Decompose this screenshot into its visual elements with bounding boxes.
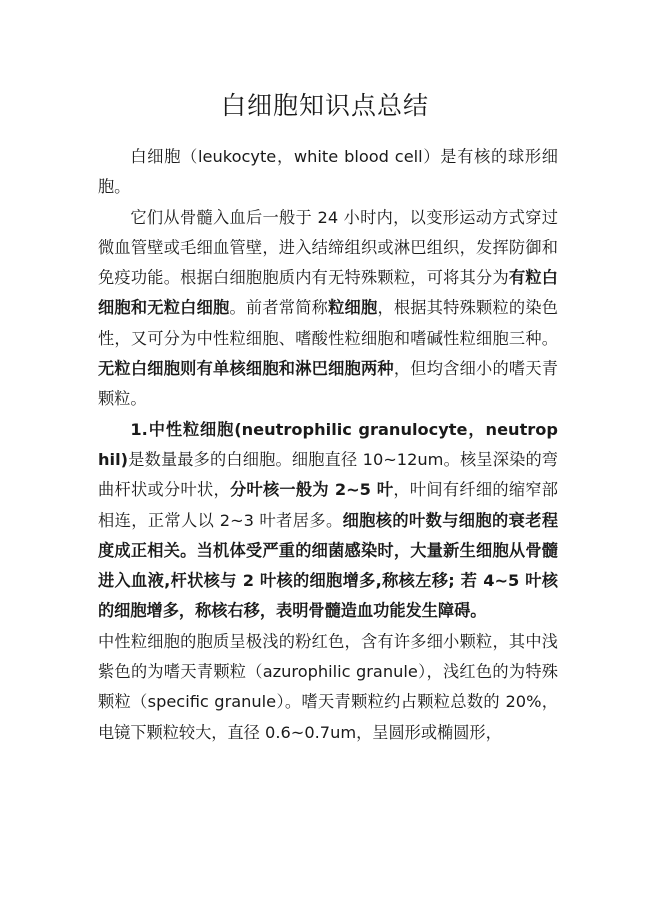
bold-run: 有粒白细胞和无粒白细胞: [98, 268, 558, 318]
paragraph-cytoplasm: 中性粒细胞的胞质呈极浅的粉红色，含有许多细小颗粒，其中浅紫色的为嗜天青颗粒（azurophilic granule），浅红色的为特殊颗粒（specific granule）。嗜天青颗粒约占颗粒总数的 20%，电镜下颗粒较大，直径 0.6~0.7um，呈圆形或椭圆形，: [98, 631, 558, 742]
text-run: ，但均含细小的嗜天青颗粒。: [98, 359, 558, 409]
text-run: 。前者常简称: [229, 298, 329, 318]
paragraph-intro: 白细胞（leukocyte，white blood cell）是有核的球形细胞。: [98, 147, 558, 197]
paragraph-neutrophil: [98, 415, 558, 627]
text-run: 它们从骨髓入血后一般于 24 小时内，以变形运动方式穿过微血管壁或毛细血管壁，进入结缔组织或淋巴组织，发挥防御和免疫功能。根据白细胞胞质内有无特殊颗粒，可将其分为: [98, 207, 558, 288]
bold-run: 细胞核的叶数与细胞的衰老程度成正相关。当机体受严重的细菌感染时，大量新生细胞从骨髓进入血液,杆状核与 2 叶核的细胞增多,称核左移; 若 4~5 叶核的细胞增多，称核右移，表明骨髓造血功能发生障碍。: [98, 510, 559, 621]
text-run: ，叶间有纤细的缩窄部相连，正常人以 2~3 叶者居多。: [98, 480, 558, 530]
document-body: [98, 142, 558, 748]
bold-run: 分叶核一般为 2~5 叶: [229, 480, 394, 500]
text-run: 是数量最多的白细胞。细胞直径 10~12um。核呈深染的弯曲杆状或分叶状，: [98, 449, 558, 500]
bold-run: 无粒白细胞则有单核细胞和淋巴细胞两种: [98, 359, 394, 379]
bold-run: 粒细胞: [328, 298, 378, 318]
section-heading: 1.中性粒细胞(neutrophilic granulocyte，neutrophil): [98, 419, 558, 469]
page-title: 白细胞知识点总结: [220, 91, 429, 120]
text-run: ，根据其特殊颗粒的染色性，又可分为中性粒细胞、嗜酸性粒细胞和嗜碱性粒细胞三种。: [98, 298, 558, 348]
paragraph-classification: [98, 203, 558, 415]
